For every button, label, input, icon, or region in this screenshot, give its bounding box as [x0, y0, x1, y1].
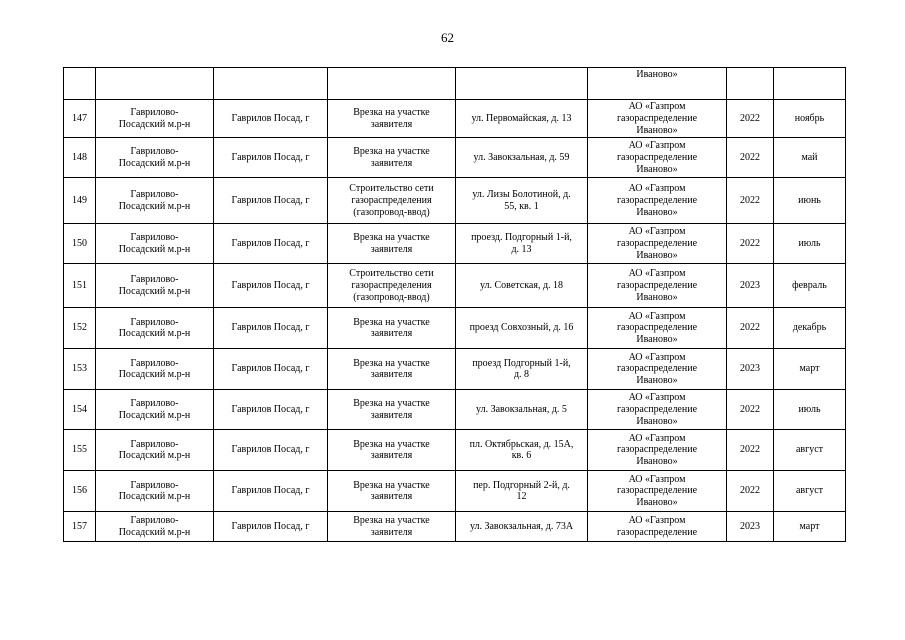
cell-row-number: 154	[64, 390, 96, 430]
cell-work-type: Врезка на участке заявителя	[328, 100, 456, 138]
cell-row-number: 157	[64, 512, 96, 542]
table-row-continuation	[64, 68, 846, 100]
gas-table-body	[64, 68, 846, 542]
cell-work-type: Врезка на участке заявителя	[328, 512, 456, 542]
cell-settlement	[214, 68, 328, 100]
cell-organization: АО «Газпром газораспределение Иваново»	[588, 100, 727, 138]
cell-municipal-district: Гаврилово-Посадский м.р-н	[96, 308, 214, 349]
cell-address: пл. Октябрьская, д. 15А, кв. 6	[456, 430, 588, 471]
cell-work-type: Врезка на участке заявителя	[328, 138, 456, 178]
cell-work-type: Строительство сети газораспределения (газопровод-ввод)	[328, 178, 456, 224]
cell-work-type: Строительство сети газораспределения (газопровод-ввод)	[328, 264, 456, 308]
gas-connections-table	[63, 67, 846, 542]
cell-address: ул. Лизы Болотиной, д. 55, кв. 1	[456, 178, 588, 224]
table-row	[64, 471, 846, 512]
cell-row-number: 155	[64, 430, 96, 471]
cell-municipal-district: Гаврилово-Посадский м.р-н	[96, 512, 214, 542]
cell-work-type: Врезка на участке заявителя	[328, 349, 456, 390]
cell-address: ул. Советская, д. 18	[456, 264, 588, 308]
table-row	[64, 264, 846, 308]
cell-municipal-district: Гаврилово-Посадский м.р-н	[96, 138, 214, 178]
cell-organization: АО «Газпром газораспределение Иваново»	[588, 138, 727, 178]
cell-month: август	[774, 430, 846, 471]
cell-row-number: 156	[64, 471, 96, 512]
cell-organization: АО «Газпром газораспределение Иваново»	[588, 430, 727, 471]
cell-address: ул. Завокзальная, д. 73А	[456, 512, 588, 542]
cell-address: проезд Подгорный 1-й, д. 8	[456, 349, 588, 390]
table-row	[64, 430, 846, 471]
cell-organization: АО «Газпром газораспределение Иваново»	[588, 471, 727, 512]
cell-address: пер. Подгорный 2-й, д. 12	[456, 471, 588, 512]
cell-organization: Иваново»	[588, 68, 727, 100]
cell-year: 2022	[727, 430, 774, 471]
cell-settlement: Гаврилов Посад, г	[214, 390, 328, 430]
cell-month: ноябрь	[774, 100, 846, 138]
cell-month: май	[774, 138, 846, 178]
cell-municipal-district: Гаврилово-Посадский м.р-н	[96, 349, 214, 390]
cell-address: ул. Первомайская, д. 13	[456, 100, 588, 138]
cell-year: 2022	[727, 224, 774, 264]
table-row	[64, 224, 846, 264]
cell-organization: АО «Газпром газораспределение Иваново»	[588, 178, 727, 224]
cell-row-number	[64, 68, 96, 100]
cell-year	[727, 68, 774, 100]
cell-month: июль	[774, 224, 846, 264]
cell-row-number: 152	[64, 308, 96, 349]
cell-month: август	[774, 471, 846, 512]
cell-row-number: 149	[64, 178, 96, 224]
cell-year: 2022	[727, 178, 774, 224]
table-row	[64, 100, 846, 138]
table-row	[64, 390, 846, 430]
cell-municipal-district: Гаврилово-Посадский м.р-н	[96, 264, 214, 308]
cell-work-type: Врезка на участке заявителя	[328, 224, 456, 264]
cell-row-number: 150	[64, 224, 96, 264]
table-row	[64, 178, 846, 224]
cell-municipal-district: Гаврилово-Посадский м.р-н	[96, 100, 214, 138]
cell-month: июль	[774, 390, 846, 430]
cell-year: 2023	[727, 349, 774, 390]
cell-year: 2022	[727, 471, 774, 512]
cell-year: 2023	[727, 512, 774, 542]
cell-organization: АО «Газпром газораспределение	[588, 512, 727, 542]
cell-organization: АО «Газпром газораспределение Иваново»	[588, 390, 727, 430]
cell-municipal-district: Гаврилово-Посадский м.р-н	[96, 390, 214, 430]
cell-month: февраль	[774, 264, 846, 308]
cell-organization: АО «Газпром газораспределение Иваново»	[588, 264, 727, 308]
cell-work-type: Врезка на участке заявителя	[328, 430, 456, 471]
cell-organization: АО «Газпром газораспределение Иваново»	[588, 308, 727, 349]
cell-work-type: Врезка на участке заявителя	[328, 308, 456, 349]
cell-address: проезд. Подгорный 1-й, д. 13	[456, 224, 588, 264]
cell-settlement: Гаврилов Посад, г	[214, 308, 328, 349]
cell-settlement: Гаврилов Посад, г	[214, 224, 328, 264]
table-row	[64, 308, 846, 349]
cell-settlement: Гаврилов Посад, г	[214, 178, 328, 224]
cell-organization: АО «Газпром газораспределение Иваново»	[588, 224, 727, 264]
cell-address: проезд Совхозный, д. 16	[456, 308, 588, 349]
cell-work-type: Врезка на участке заявителя	[328, 390, 456, 430]
cell-row-number: 153	[64, 349, 96, 390]
cell-year: 2022	[727, 308, 774, 349]
cell-month: март	[774, 512, 846, 542]
cell-settlement: Гаврилов Посад, г	[214, 349, 328, 390]
cell-month: март	[774, 349, 846, 390]
cell-year: 2022	[727, 100, 774, 138]
cell-settlement: Гаврилов Посад, г	[214, 138, 328, 178]
cell-row-number: 148	[64, 138, 96, 178]
cell-municipal-district: Гаврилово-Посадский м.р-н	[96, 471, 214, 512]
table-row	[64, 349, 846, 390]
cell-settlement: Гаврилов Посад, г	[214, 512, 328, 542]
cell-municipal-district: Гаврилово-Посадский м.р-н	[96, 430, 214, 471]
cell-settlement: Гаврилов Посад, г	[214, 471, 328, 512]
cell-month: июнь	[774, 178, 846, 224]
cell-organization: АО «Газпром газораспределение Иваново»	[588, 349, 727, 390]
cell-row-number: 151	[64, 264, 96, 308]
cell-year: 2022	[727, 138, 774, 178]
cell-year: 2023	[727, 264, 774, 308]
cell-work-type	[328, 68, 456, 100]
cell-address	[456, 68, 588, 100]
cell-settlement: Гаврилов Посад, г	[214, 430, 328, 471]
cell-settlement: Гаврилов Посад, г	[214, 100, 328, 138]
cell-row-number: 147	[64, 100, 96, 138]
cell-address: ул. Завокзальная, д. 59	[456, 138, 588, 178]
table-row	[64, 138, 846, 178]
table-row	[64, 512, 846, 542]
cell-month: декабрь	[774, 308, 846, 349]
cell-month	[774, 68, 846, 100]
cell-year: 2022	[727, 390, 774, 430]
cell-settlement: Гаврилов Посад, г	[214, 264, 328, 308]
cell-municipal-district: Гаврилово-Посадский м.р-н	[96, 224, 214, 264]
page-number: 62	[441, 30, 454, 45]
cell-municipal-district	[96, 68, 214, 100]
cell-municipal-district: Гаврилово-Посадский м.р-н	[96, 178, 214, 224]
cell-address: ул. Завокзальная, д. 5	[456, 390, 588, 430]
cell-work-type: Врезка на участке заявителя	[328, 471, 456, 512]
